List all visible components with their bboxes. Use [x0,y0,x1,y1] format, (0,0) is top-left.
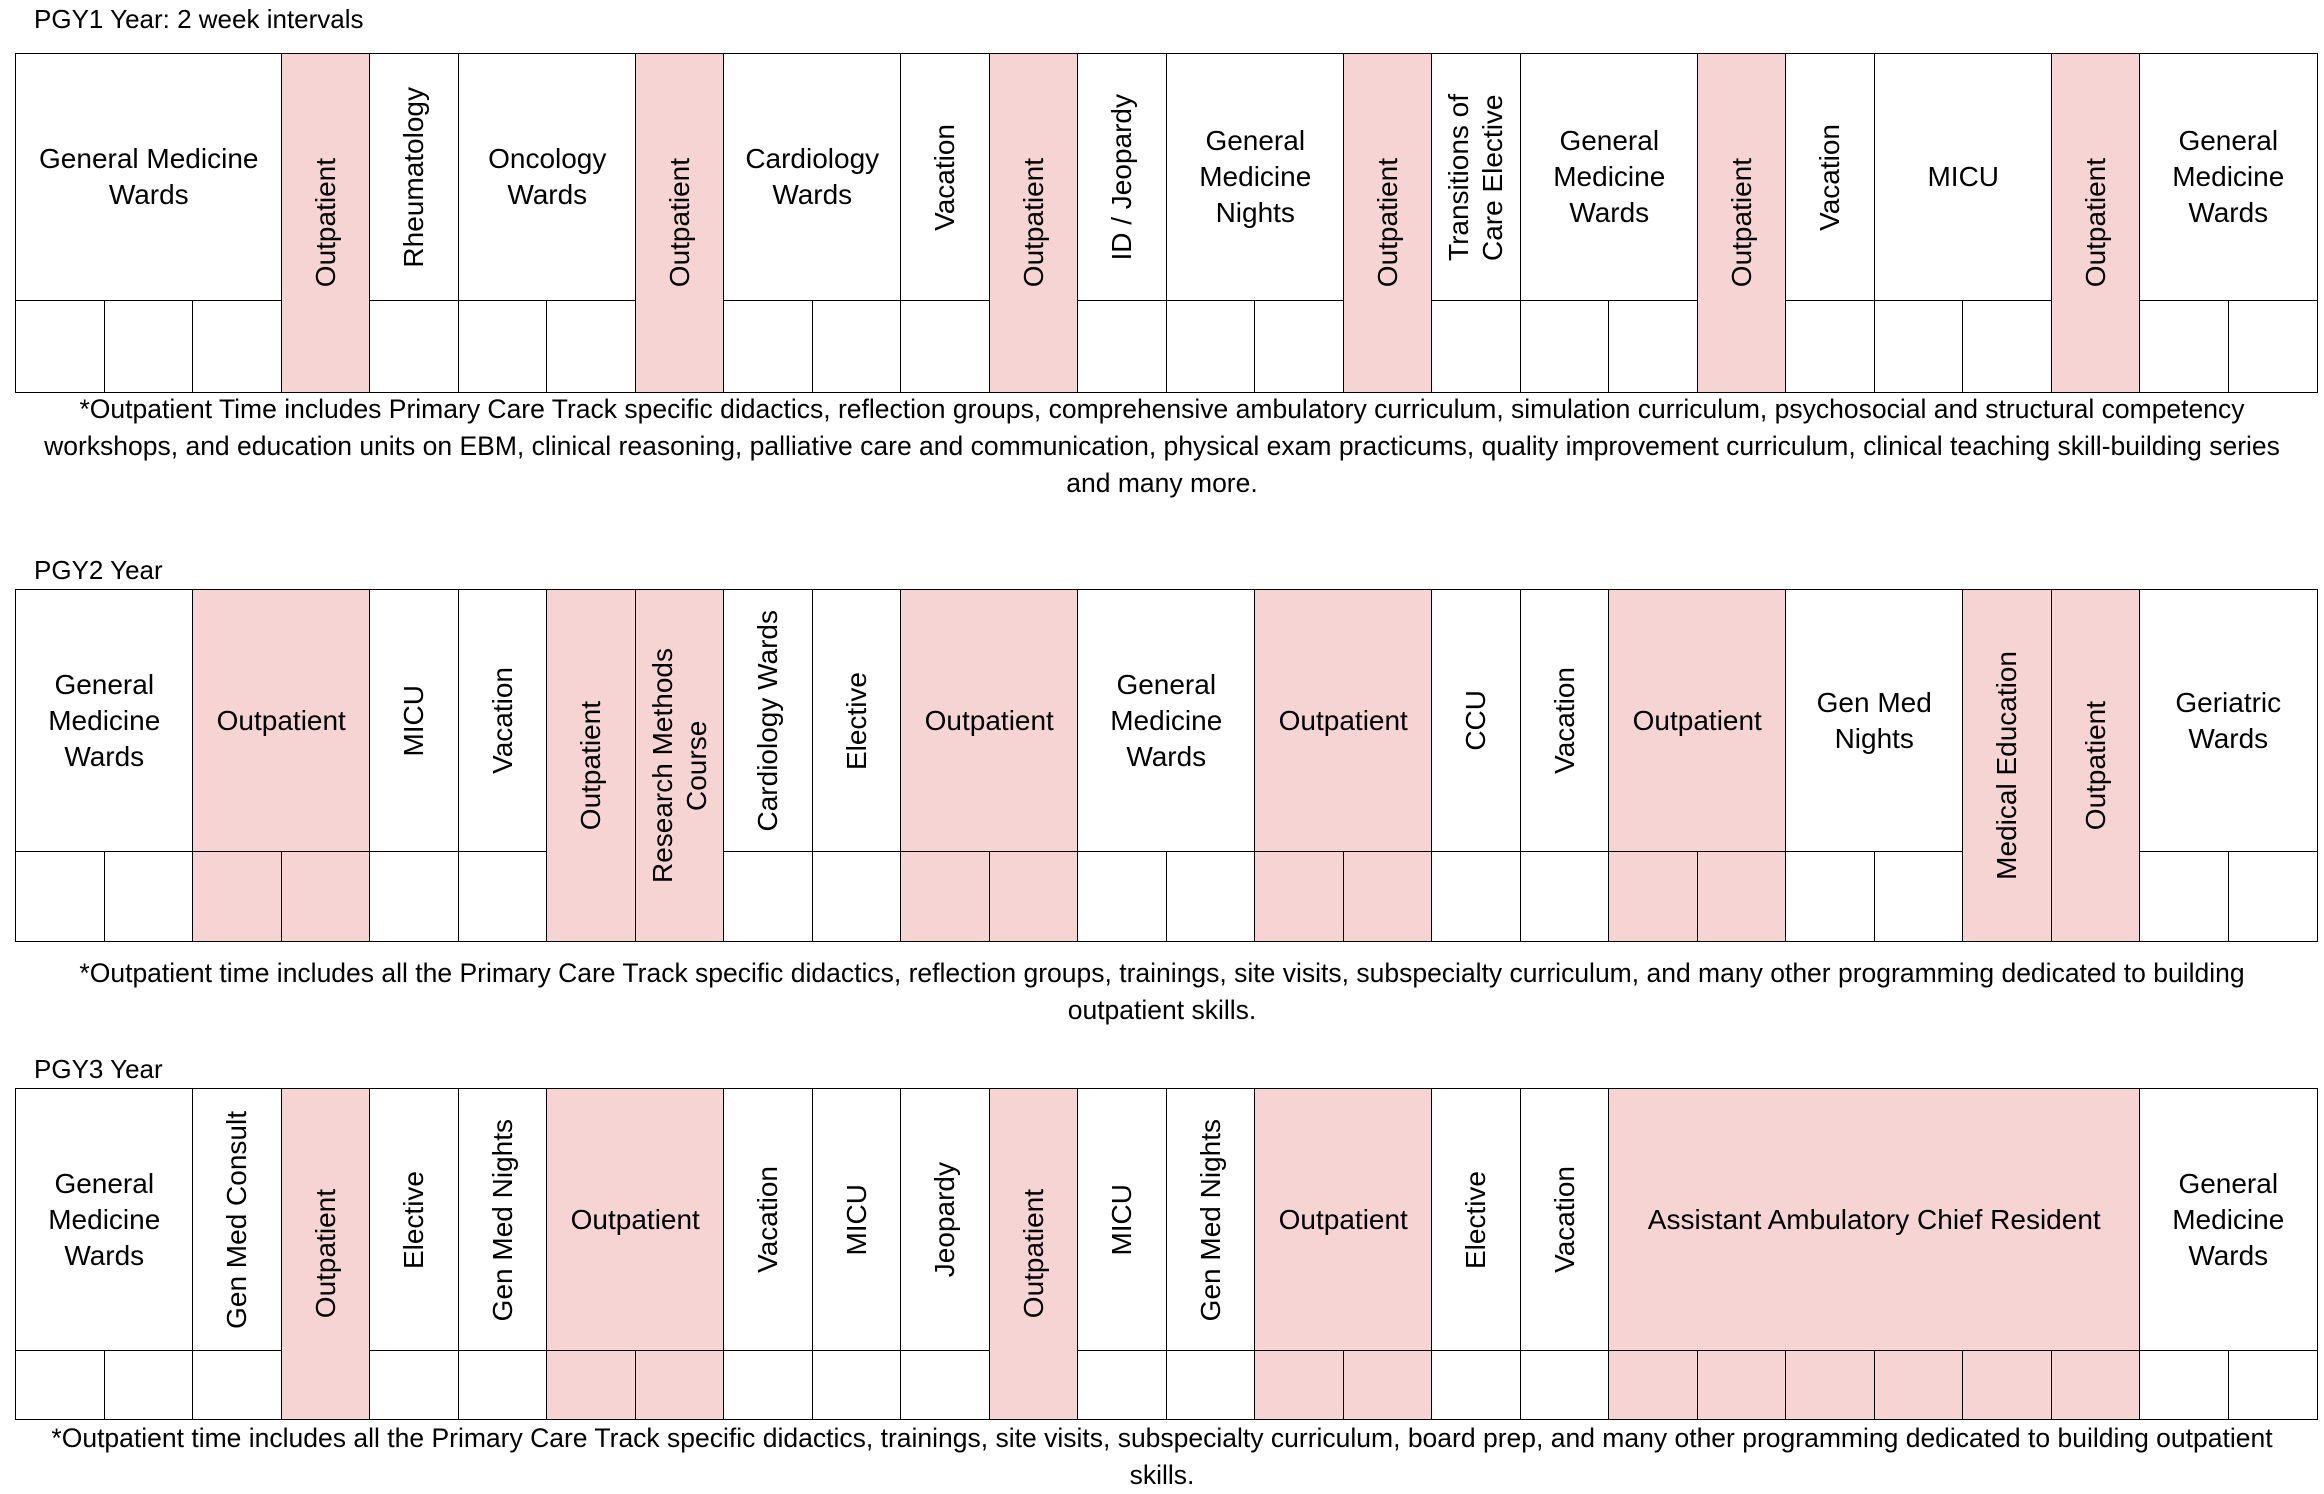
rotation-block-ccu [1431,589,1522,853]
rotation-label: Rheumatology [398,86,430,268]
rotation-label: General Medicine Wards [2172,125,2285,229]
week-slot [1343,851,1433,942]
rotation-label: Vacation [1548,667,1580,775]
week-slot [192,851,283,942]
rotation-label: Outpatient [570,1203,700,1235]
week-slot [2139,300,2230,393]
rotation-label: MICU [840,1183,872,1256]
rotation-block-outpatient [281,53,371,393]
rotation-label: Outpatient [924,704,1054,736]
rotation-block-outpatient [546,589,637,942]
week-slot [1166,851,1256,942]
week-slot [15,300,106,393]
rotation-label: Outpatient [1017,158,1049,288]
rotation-label: MICU [1927,161,2000,193]
rotation-block-outpatient [2051,589,2141,942]
rotation-label: Gen Med Nights [486,1118,518,1321]
rotation-label: General Medicine Wards [1110,668,1223,772]
week-slot [2139,1350,2230,1420]
rotation-label: Outpatient [1278,1203,1408,1235]
rotation-label: Outpatient [1632,704,1762,736]
rotation-label: General Medicine Wards [39,143,259,211]
rotation-label: General Medicine Wards [48,1167,161,1271]
rotation-label: Vacation [1548,1166,1580,1274]
rotation-block-cardiology-wards [723,53,902,302]
rotation-block-outpatient [1697,53,1787,393]
week-slot [1254,300,1345,393]
week-slot [1077,1350,1168,1420]
week-slot [458,851,548,942]
rotation-label: Medical Education [1991,650,2023,880]
rotation-block-outpatient [1254,1088,1433,1352]
rotation-label: General Medicine Wards [1553,125,1666,229]
rotation-block-outpatient [989,53,1079,393]
week-slot [369,1350,460,1420]
rotation-block-gen-med-nights [458,1088,548,1352]
rotation-block-outpatient [1254,589,1433,853]
rotation-block-medical-education [1962,589,2053,942]
week-slot [1608,1350,1699,1420]
rotation-label: Geriatric Wards [2175,686,2282,754]
rotation-block-general-medicine-nights [1166,53,1345,302]
rotation-block-outpatient [546,1088,725,1352]
week-slot [1077,300,1168,393]
rotation-label: MICU [1106,1183,1138,1256]
week-slot [900,1350,991,1420]
rotation-block-gen-med-nights [1785,589,1964,853]
rotation-block-outpatient [192,589,371,853]
week-slot [1520,851,1610,942]
week-slot [900,851,991,942]
pgy1-heading: PGY1 Year: 2 week intervals [34,4,364,34]
rotation-label: Cardiology Wards [752,610,784,832]
rotation-block-gen-med-nights [1166,1088,1256,1352]
week-slot [1431,1350,1522,1420]
week-slot [1166,300,1256,393]
rotation-label: Vacation [486,667,518,775]
rotation-block-outpatient [1608,589,1787,853]
pgy1-outpatient-note: *Outpatient Time includes Primary Care Track specific didactics, reflection groups, comprehensive ambulatory curriculum, simulation curriculum, psychosocial and structural competency workshops, and education units on EBM, clinical reasoning, palliative care and communication, physical exam practicums, quality improvement curriculum, clinical teaching skill-building series and many more. [44,394,2280,498]
week-slot [1785,851,1876,942]
rotation-label: Jeopardy [929,1162,961,1278]
week-slot [104,300,194,393]
week-slot [900,300,991,393]
rotation-label: Vacation [752,1166,784,1274]
rotation-block-assistant-ambulatory-chief-resident [1608,1088,2141,1352]
week-slot [1077,851,1168,942]
rotation-block-micu [1077,1088,1168,1352]
rotation-block-outpatient [281,1088,371,1420]
week-slot [546,300,637,393]
rotation-block-vacation [1520,589,1610,853]
rotation-label: Outpatient [309,158,341,288]
rotation-label: General Medicine Wards [2172,1167,2285,1271]
week-slot [15,851,106,942]
rotation-block-general-medicine-wards [1077,589,1256,853]
week-slot [546,1350,637,1420]
rotation-label: Gen Med Nights [1816,686,1932,754]
week-slot [1962,1350,2053,1420]
rotation-block-outpatient [900,589,1079,853]
pgy2-heading: PGY2 Year [34,555,163,585]
rotation-block-id-jeopardy [1077,53,1168,302]
rotation-block-vacation [723,1088,814,1352]
pgy3-outpatient-note: *Outpatient time includes all the Primary Care Track specific didactics, trainings, site visits, subspecialty curriculum, board prep, and many other programming dedicated to building outpatient skills. [51,1423,2273,1490]
rotation-block-outpatient [635,53,725,393]
rotation-block-oncology-wards [458,53,637,302]
rotation-block-vacation [1520,1088,1610,1352]
week-slot [1343,1350,1433,1420]
rotation-label: Vacation [929,123,961,231]
rotation-label: Elective [840,671,872,770]
rotation-label: Outpatient [1278,704,1408,736]
week-slot [458,300,548,393]
rotation-label: MICU [398,684,430,757]
pgy2-schedule-grid [15,589,2316,940]
rotation-label: Assistant Ambulatory Chief Resident [1647,1203,2101,1235]
week-slot [723,300,814,393]
week-slot [1431,300,1522,393]
week-slot [812,1350,902,1420]
rotation-block-general-medicine-wards [2139,53,2318,302]
rotation-block-rheumatology [369,53,460,302]
pgy2-outpatient-note: *Outpatient time includes all the Primary Care Track specific didactics, reflection groups, trainings, site visits, subspecialty curriculum, and many other programming dedicated to building outpatient skills. [79,958,2245,1025]
rotation-label: Outpatient [663,158,695,288]
rotation-label: Cardiology Wards [745,143,880,211]
rotation-label: Outpatient [575,700,607,830]
rotation-block-general-medicine-wards [15,53,283,302]
rotation-block-outpatient [1343,53,1433,393]
week-slot [192,300,283,393]
rotation-block-micu [1874,53,2053,302]
week-slot [1608,851,1699,942]
rotation-label: Outpatient [309,1189,341,1319]
rotation-block-outpatient [989,1088,1079,1420]
week-slot [2228,1350,2318,1420]
week-slot [2051,1350,2141,1420]
week-slot [281,851,371,942]
rotation-block-geriatric-wards [2139,589,2318,853]
rotation-block-general-medicine-wards [2139,1088,2318,1352]
week-slot [104,851,194,942]
rotation-block-outpatient [2051,53,2141,393]
rotation-label: Outpatient [1017,1189,1049,1319]
week-slot [1874,1350,1964,1420]
week-slot [2228,851,2318,942]
week-slot [1608,300,1699,393]
rotation-label: General Medicine Nights [1199,125,1312,229]
rotation-block-transitions-of-care-elective [1431,53,1522,302]
week-slot [2139,851,2230,942]
week-slot [1785,300,1876,393]
week-slot [369,300,460,393]
week-slot [635,1350,725,1420]
week-slot [1874,851,1964,942]
week-slot [812,300,902,393]
week-slot [2228,300,2318,393]
rotation-label: General Medicine Wards [48,668,161,772]
week-slot [1254,1350,1345,1420]
week-slot [1254,851,1345,942]
week-slot [104,1350,194,1420]
rotation-label: Transitions of Care Elective [1443,93,1509,261]
rotation-label: ID / Jeopardy [1106,93,1138,261]
rotation-label: Gen Med Nights [1194,1118,1226,1321]
week-slot [723,1350,814,1420]
week-slot [192,1350,283,1420]
rotation-block-gen-med-consult [192,1088,283,1352]
rotation-block-research-methods-course [635,589,725,942]
rotation-label: Outpatient [1725,158,1757,288]
rotation-label: Oncology Wards [488,143,607,211]
rotation-label: Gen Med Consult [221,1110,253,1329]
rotation-block-micu [812,1088,902,1352]
rotation-label: Vacation [1814,123,1846,231]
rotation-label: Elective [398,1170,430,1269]
week-slot [1520,300,1610,393]
rotation-label: Outpatient [2079,158,2111,288]
rotation-block-elective [369,1088,460,1352]
rotation-block-vacation [1785,53,1876,302]
week-slot [15,1350,106,1420]
week-slot [1520,1350,1610,1420]
rotation-block-general-medicine-wards [1520,53,1699,302]
rotation-block-general-medicine-wards [15,589,194,853]
week-slot [1962,300,2053,393]
week-slot [369,851,460,942]
pgy3-heading: PGY3 Year [34,1054,163,1084]
rotation-label: Outpatient [216,704,346,736]
week-slot [1431,851,1522,942]
rotation-label: CCU [1460,690,1492,752]
week-slot [458,1350,548,1420]
pgy1-schedule-grid [15,53,2316,391]
week-slot [812,851,902,942]
week-slot [1874,300,1964,393]
rotation-label: Outpatient [1371,158,1403,288]
week-slot [1697,851,1787,942]
week-slot [723,851,814,942]
rotation-block-jeopardy [900,1088,991,1352]
week-slot [1166,1350,1256,1420]
rotation-label: Outpatient [2079,700,2111,830]
rotation-block-cardiology-wards [723,589,814,853]
rotation-label: Elective [1460,1170,1492,1269]
pgy3-schedule-grid [15,1088,2316,1418]
week-slot [989,851,1079,942]
rotation-block-vacation [458,589,548,853]
rotation-block-micu [369,589,460,853]
rotation-block-vacation [900,53,991,302]
rotation-block-elective [812,589,902,853]
rotation-block-elective [1431,1088,1522,1352]
rotation-label: Research Methods Course [646,647,712,883]
rotation-block-general-medicine-wards [15,1088,194,1352]
week-slot [1697,1350,1787,1420]
week-slot [1785,1350,1876,1420]
